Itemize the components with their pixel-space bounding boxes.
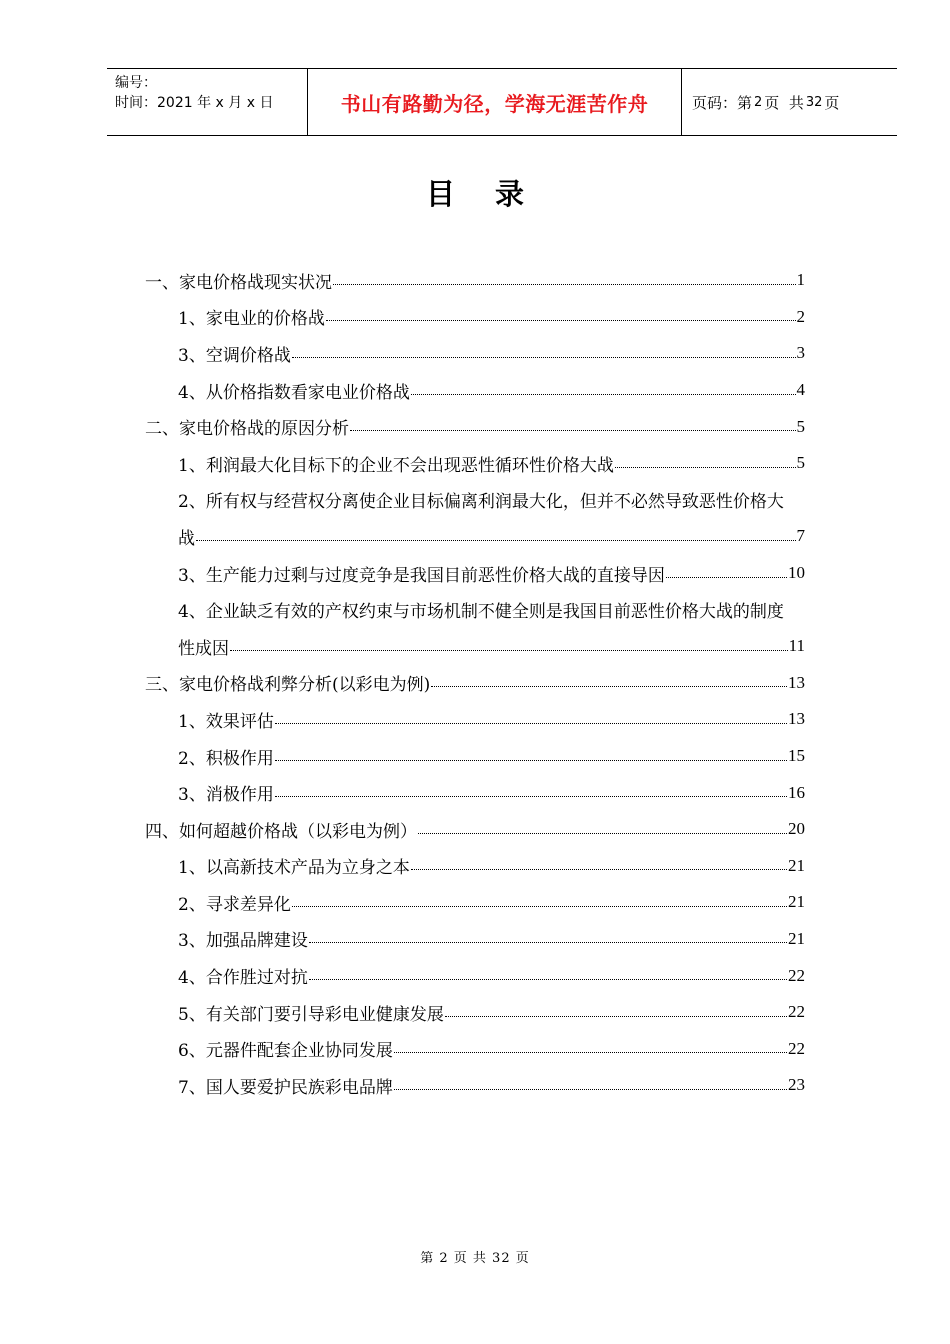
page-footer: 第 2 页 共 32 页 <box>420 1251 530 1266</box>
toc-entry[interactable] <box>145 738 805 775</box>
motto-cell <box>308 69 682 135</box>
toc-entry[interactable] <box>145 957 805 994</box>
toc-leader-dots <box>418 833 787 834</box>
toc-entry-text: 一、家电价格战现实状况 <box>145 272 332 293</box>
page-title: 目录 <box>425 177 564 211</box>
toc-leader-dots <box>333 284 796 285</box>
toc-page-number: 22 <box>788 1038 805 1058</box>
table-of-contents <box>145 262 805 1104</box>
toc-entry-text: 1、效果评估 <box>178 711 274 732</box>
toc-entry[interactable] <box>145 262 805 299</box>
motto-text: 书山有路勤为径，学海无涯苦作舟 <box>340 91 649 116</box>
toc-page-number: 15 <box>788 746 805 766</box>
toc-entry[interactable] <box>145 701 805 738</box>
toc-entry-text: 4、从价格指数看家电业价格战 <box>178 382 410 403</box>
toc-entry-continuation[interactable] <box>145 628 805 665</box>
toc-entry-text: 5、有关部门要引导彩电业健康发展 <box>178 1004 444 1025</box>
toc-entry[interactable] <box>145 811 805 848</box>
page-label: 页码：第 <box>692 93 753 112</box>
toc-entry-text: 7、国人要爱护民族彩电品牌 <box>178 1077 393 1098</box>
toc-leader-dots <box>394 1089 787 1090</box>
toc-page-number: 4 <box>796 380 805 400</box>
page-current: 2 <box>754 94 763 110</box>
toc-entry[interactable] <box>145 848 805 885</box>
page-end: 页 <box>824 93 840 112</box>
toc-entry-text: 2、所有权与经营权分离使企业目标偏离利润最大化，但并不必然导致恶性价格大 <box>178 492 784 513</box>
toc-leader-dots <box>292 357 796 358</box>
toc-entry-text: 三、家电价格战利弊分析(以彩电为例) <box>145 675 431 696</box>
page-mid: 页 共 <box>764 93 804 112</box>
toc-leader-dots <box>309 979 787 980</box>
toc-entry[interactable] <box>145 884 805 921</box>
toc-entry-text: 4、合作胜过对抗 <box>178 968 308 989</box>
toc-leader-dots <box>309 942 787 943</box>
toc-entry-text: 2、寻求差异化 <box>178 894 291 915</box>
toc-leader-dots <box>292 906 787 907</box>
toc-entry-text: 二、家电价格战的原因分析 <box>145 419 349 440</box>
toc-page-number: 11 <box>788 636 805 656</box>
page-number-cell <box>682 69 897 135</box>
number-label: 编号： <box>115 75 157 91</box>
toc-page-number: 10 <box>788 563 805 583</box>
toc-leader-dots <box>411 394 796 395</box>
toc-leader-dots <box>196 540 796 541</box>
toc-page-number: 5 <box>796 453 805 473</box>
toc-entry[interactable] <box>145 591 893 628</box>
toc-leader-dots <box>326 320 796 321</box>
toc-entry[interactable] <box>145 1067 805 1104</box>
toc-entry-text: 3、消极作用 <box>178 785 274 806</box>
toc-entry-text: 6、元器件配套企业协同发展 <box>178 1041 393 1062</box>
toc-entry-text: 1、以高新技术产品为立身之本 <box>178 858 410 879</box>
toc-leader-dots <box>230 650 788 651</box>
time-label: 时间：2021 年 x 月 x 日 <box>115 95 274 111</box>
toc-page-number: 23 <box>788 1075 805 1095</box>
toc-entry[interactable] <box>145 408 805 445</box>
toc-page-number: 21 <box>788 928 805 948</box>
toc-entry[interactable] <box>145 774 805 811</box>
toc-entry[interactable] <box>145 555 805 592</box>
toc-page-number: 7 <box>796 526 805 546</box>
toc-leader-dots <box>275 723 787 724</box>
toc-leader-dots <box>350 430 796 431</box>
toc-entry-text: 3、空调价格战 <box>178 345 291 366</box>
toc-entry[interactable] <box>145 372 805 409</box>
toc-entry-text: 1、家电业的价格战 <box>178 309 325 330</box>
document-header <box>107 68 897 136</box>
toc-entry[interactable] <box>145 445 805 482</box>
toc-page-number: 21 <box>788 892 805 912</box>
toc-entry[interactable] <box>145 335 805 372</box>
toc-page-number: 20 <box>788 819 805 839</box>
toc-page-number: 22 <box>788 1002 805 1022</box>
header-left-cell <box>107 69 308 135</box>
toc-entry[interactable] <box>145 994 805 1031</box>
toc-entry-text: 4、企业缺乏有效的产权约束与市场机制不健全则是我国目前恶性价格大战的制度 <box>178 602 784 623</box>
toc-entry-text: 1、利润最大化目标下的企业不会出现恶性循环性价格大战 <box>178 455 614 476</box>
toc-entry[interactable] <box>145 299 805 336</box>
toc-page-number: 3 <box>796 343 805 363</box>
toc-entry[interactable] <box>145 921 805 958</box>
toc-leader-dots <box>615 467 796 468</box>
toc-leader-dots <box>394 1052 787 1053</box>
page-total: 32 <box>805 94 823 110</box>
toc-entry-text: 四、如何超越价格战（以彩电为例） <box>145 821 417 842</box>
toc-entry-text: 3、加强品牌建设 <box>178 931 308 952</box>
toc-leader-dots <box>275 796 787 797</box>
toc-page-number: 13 <box>788 709 805 729</box>
toc-page-number: 5 <box>796 416 805 436</box>
toc-leader-dots <box>411 869 787 870</box>
toc-leader-dots <box>666 577 787 578</box>
toc-leader-dots <box>445 1016 787 1017</box>
toc-entry-text: 3、生产能力过剩与过度竞争是我国目前恶性价格大战的直接导因 <box>178 565 665 586</box>
toc-page-number: 16 <box>788 782 805 802</box>
toc-page-number: 13 <box>788 672 805 692</box>
toc-page-number: 2 <box>796 306 805 326</box>
toc-entry-continuation[interactable] <box>145 518 805 555</box>
toc-entry-text: 2、积极作用 <box>178 748 274 769</box>
toc-entry-text: 性成因 <box>178 638 229 659</box>
toc-page-number: 21 <box>788 855 805 875</box>
toc-page-number: 1 <box>796 270 805 290</box>
toc-page-number: 22 <box>788 965 805 985</box>
toc-entry[interactable] <box>145 482 893 519</box>
toc-entry[interactable] <box>145 665 805 702</box>
toc-leader-dots <box>275 760 787 761</box>
toc-entry[interactable] <box>145 1030 805 1067</box>
toc-leader-dots <box>431 686 787 687</box>
toc-entry-text: 战 <box>178 528 195 549</box>
